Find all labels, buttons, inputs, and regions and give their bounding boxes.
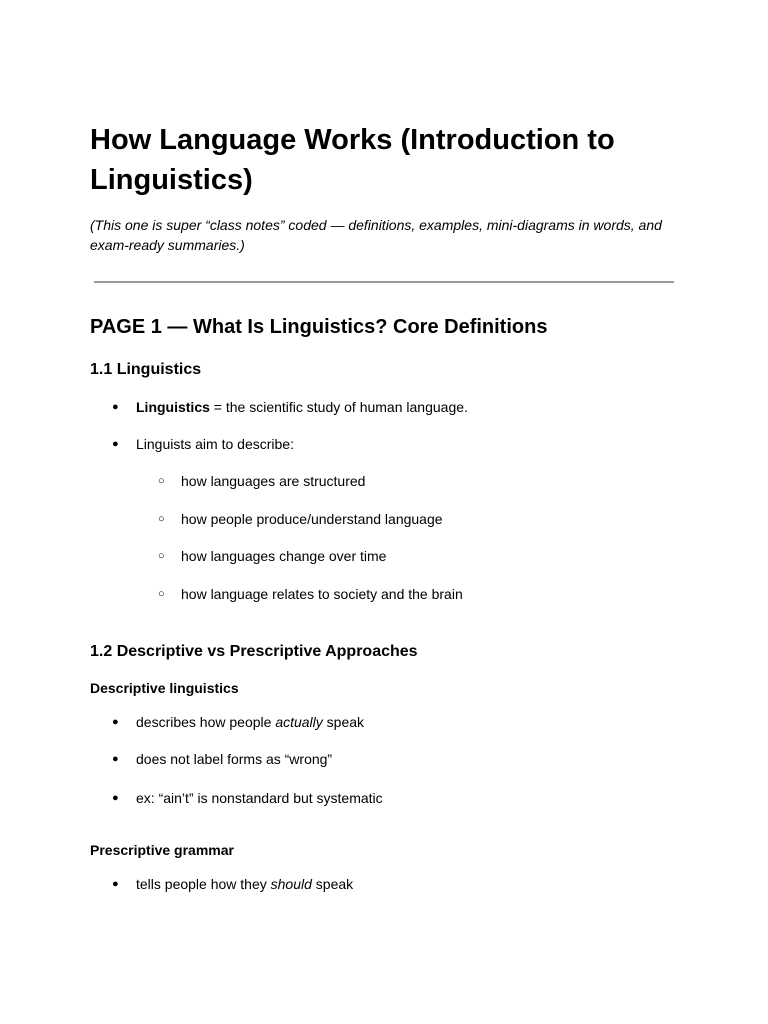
section-heading-1-1: 1.1 Linguistics [90,361,202,378]
text-fragment: speak [322,714,365,730]
term-linguistics: Linguistics [136,399,210,415]
list-item: does not label forms as “wrong” [136,751,333,767]
bullet-icon: ● [112,401,119,413]
document-subtitle: (This one is super “class notes” coded — definitions, examples, mini-diagrams in words, and exam-ready summaries.) [90,217,662,253]
subheading-descriptive: Descriptive linguistics [90,680,239,696]
sub-list-item: how language relates to society and the brain [181,586,463,602]
section-heading-1-2: 1.2 Descriptive vs Prescriptive Approaches [90,643,418,660]
page-heading: PAGE 1 — What Is Linguistics? Core Definitions [90,316,548,338]
document-title: How Language Works (Introduction to Linguistics) [90,124,615,196]
bullet-icon: ● [112,792,119,804]
list-item [136,712,364,732]
text-fragment: tells people how they [136,876,271,892]
sub-list-item: how languages are structured [181,473,366,489]
sub-list-item: how people produce/understand language [181,511,443,527]
list-item: ex: “ain’t” is nonstandard but systematic [136,790,383,806]
list-item [136,397,468,417]
subheading-prescriptive: Prescriptive grammar [90,842,234,858]
list-item: Linguists aim to describe: [136,436,294,452]
emphasis-text: actually [275,714,323,730]
list-item [136,874,353,894]
text-fragment: describes how people [136,714,276,730]
sub-bullet-icon: ○ [158,550,165,562]
bullet-icon: ● [112,753,119,765]
bullet-icon: ● [112,878,119,890]
sub-bullet-icon: ○ [158,588,165,600]
sub-bullet-icon: ○ [158,475,165,487]
sub-bullet-icon: ○ [158,513,165,525]
bullet-icon: ● [112,716,119,728]
horizontal-divider [94,281,674,283]
text-fragment: speak [311,876,354,892]
emphasis-text: should [270,876,312,892]
bullet-icon: ● [112,438,119,450]
definition-text: = the scientific study of human language. [209,399,468,415]
sub-list-item: how languages change over time [181,548,387,564]
